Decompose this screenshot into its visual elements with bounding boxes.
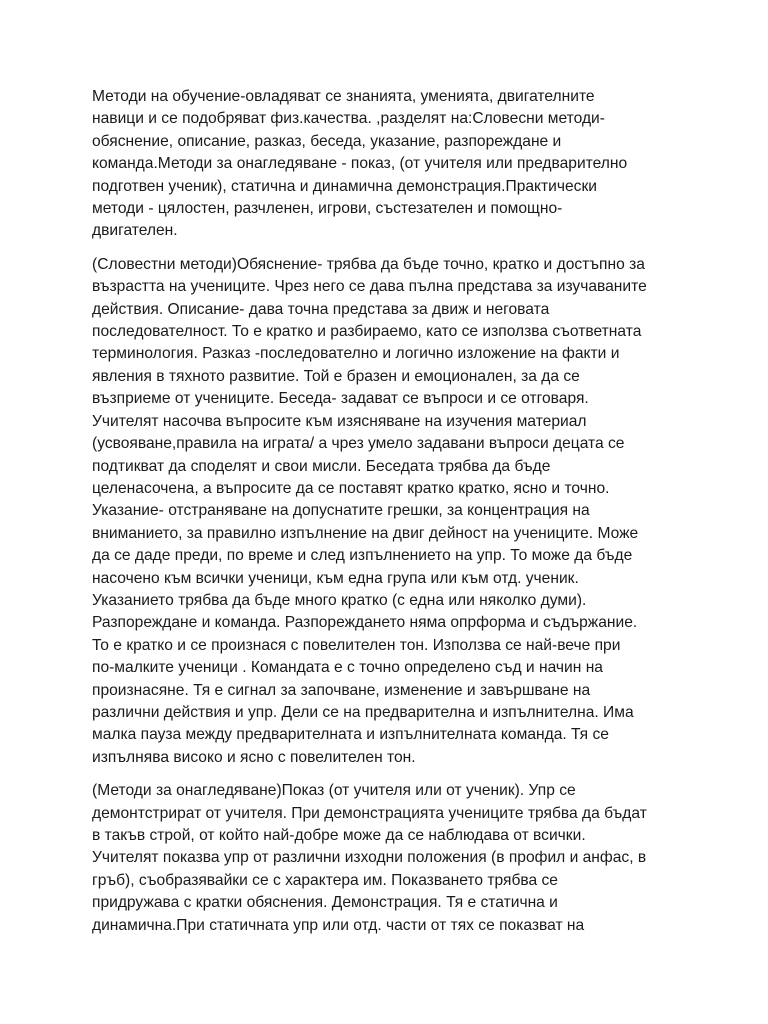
text-line: Методи на обучение-овладяват се знанията, уменията, двигателните — [92, 88, 595, 105]
text-line: Указание- отстраняване на допуснатите грешки, за концентрация на — [92, 502, 590, 520]
text-line: в такъв строй, от който най-добре може да се наблюдава от всички. — [92, 827, 586, 844]
text-line: последователност. То е кратко и разбираемо, като се използва съответната — [92, 323, 642, 341]
text-line: Указанието трябва да бъде много кратко (с една или няколко думи). — [92, 591, 587, 609]
text-line: (усвояване,правила на играта/ а чрез умело задавани въпроси децата се — [92, 435, 625, 453]
text-line: придружава с кратки обяснения. Демонстрация. Тя е статична и — [92, 894, 558, 912]
text-line: методи - цялостен, разчленен, игрови, състезателен и помощно- — [92, 200, 563, 218]
text-line: произнасяне. Тя е сигнал за започване, изменение и завършване на — [92, 681, 591, 699]
text-line: подготвен ученик), статична и динамична демонстрация.Практически — [92, 177, 598, 195]
text-line: малка пауза между предварителната и изпълнителната команда. Тя се — [92, 726, 609, 744]
text-line: демонтстрират от учителя. При демонстрацията учениците трябва да бъдат — [92, 804, 647, 822]
paragraph-definitions — [92, 86, 692, 243]
text-line: команда.Методи за онагледяване - показ, (от учителя или предварително — [92, 155, 628, 173]
text-line: целенасочена, а въпросите да се поставят кратко кратко, ясно и точно. — [92, 479, 610, 497]
text-line: различни действия и упр. Дели се на предварителна и изпълнителна. Има — [92, 703, 634, 721]
text-line: (Словестни методи)Обяснение- трябва да бъде точно, кратко и достъпно за — [92, 255, 645, 273]
text-line: по-малките ученици . Командата е с точно определено съд и начин на — [92, 659, 603, 677]
text-line: Учителят показва упр от различни изходни положения (в профил и анфас, в — [92, 849, 647, 867]
text-line: явления в тяхното развитие. Той е бразен и емоционален, за да се — [92, 367, 580, 385]
text-line: терминология. Разказ -последователно и логично изложение на факти и — [92, 345, 620, 363]
paragraph-verbal-methods — [92, 254, 692, 769]
text-line: Разпореждане и команда. Разпореждането няма опрформа и съдържание. — [92, 614, 638, 632]
text-line: възрастта на учениците. Чрез него се дава пълна представа за изучаваните — [92, 278, 647, 296]
text-line: То е кратко и се произнася с повелителен тон. Използва се най-вече при — [92, 636, 621, 654]
text-line: подтикват да споделят и свои мисли. Беседата трябва да бъде — [92, 457, 551, 475]
text-line: двигателен. — [92, 222, 178, 240]
text-line: гръб), съобразявайки се с характера им. Показването трябва се — [92, 871, 558, 889]
text-line: обяснение, описание, разказ, беседа, указание, разпореждане и — [92, 132, 562, 150]
text-line: действия. Описание- дава точна представа за движ и неговата — [92, 300, 550, 318]
text-line: Учителят насочва въпросите към изясняване на изучения материал — [92, 412, 587, 430]
text-line: навици и се подобряват физ.качества. ,разделят на:Словесни методи- — [92, 110, 605, 128]
text-line: изпълнява високо и ясно с повелителен тон. — [92, 748, 416, 766]
document-page — [92, 86, 692, 948]
text-line: възприеме от учениците. Беседа- задават се въпроси и се отговаря. — [92, 390, 589, 408]
text-line: вниманието, за правилно изпълнение на двиг дейност на учениците. Може — [92, 524, 639, 542]
paragraph-visual-methods — [92, 780, 692, 937]
text-line: насочено към всички ученици, към една група или към отд. ученик. — [92, 569, 579, 587]
text-line: динамична.При статичната упр или отд. части от тях се показват на — [92, 916, 585, 934]
text-line: да се даде преди, по време и след изпълнението на упр. То може да бъде — [92, 547, 633, 565]
text-line: (Методи за онагледяване)Показ (от учителя или от ученик). Упр се — [92, 782, 576, 800]
